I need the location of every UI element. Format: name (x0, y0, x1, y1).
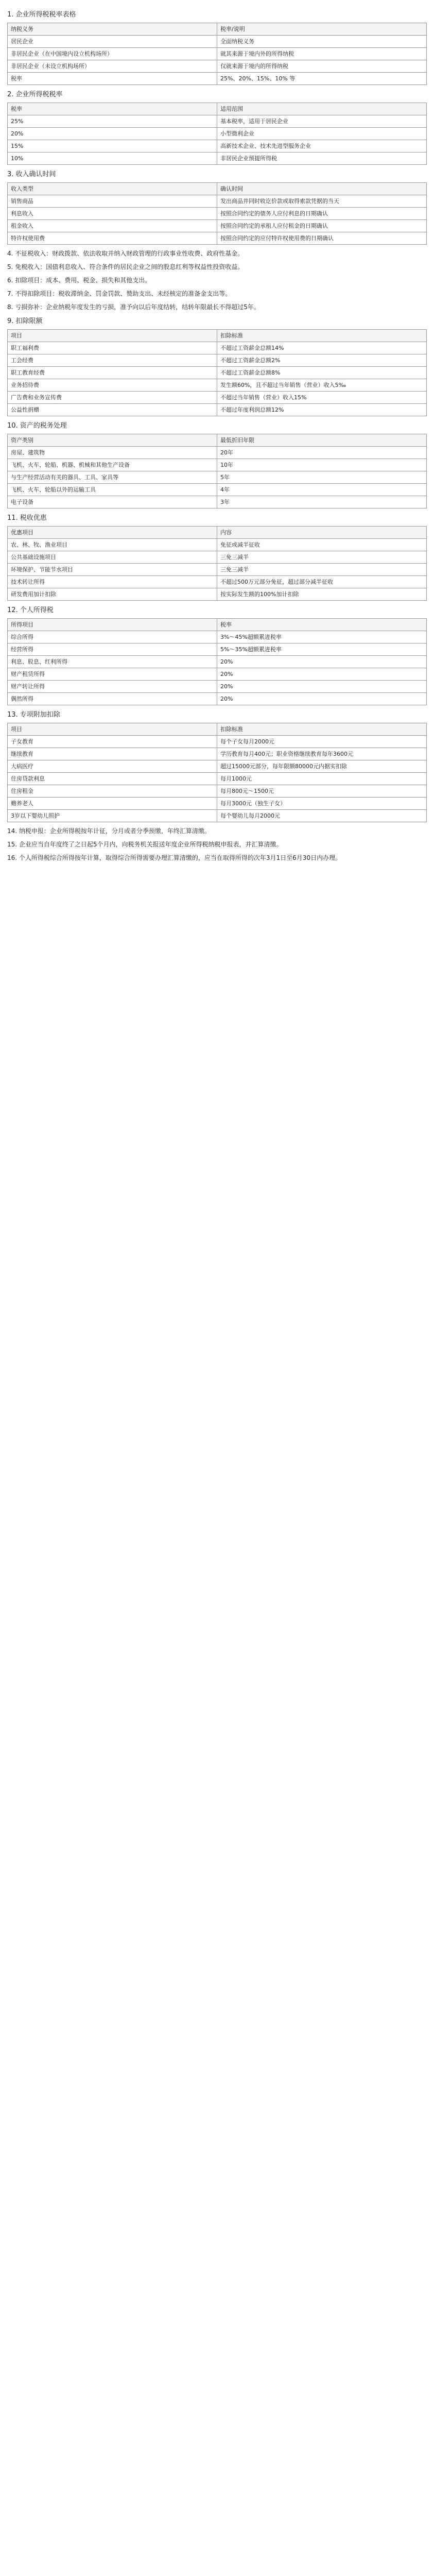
table-cell: 4年 (217, 484, 427, 496)
table-row (8, 195, 427, 208)
table-row (8, 36, 427, 48)
table-row (8, 496, 427, 509)
table-row (8, 576, 427, 588)
table-cell: 不超过年度利润总额12% (217, 404, 427, 416)
table-4-header-0: 项目 (8, 330, 217, 342)
table-cell: 非居民企业（未设立机构场所） (8, 60, 217, 73)
table-8 (7, 723, 427, 822)
table-row (8, 748, 427, 760)
table-cell: 5年 (217, 471, 427, 484)
table-cell: 特许权使用费 (8, 232, 217, 245)
table-cell: 农、林、牧、渔业项目 (8, 539, 217, 551)
table-cell: 综合所得 (8, 631, 217, 643)
section-title-2: 2. 企业所得税税率 (7, 91, 63, 98)
paragraph: 4. 不征税收入：财政拨款、依法收取并纳入财政管理的行政事业性收费、政府性基金。 (7, 250, 244, 257)
paragraph: 8. 亏损弥补：企业纳税年度发生的亏损，准予向以后年度结转，结转年限最长不得超过5年。 (7, 303, 260, 311)
table-cell: 高新技术企业、技术先进型服务企业 (217, 140, 427, 152)
table-4-header-1: 扣除标准 (217, 330, 427, 342)
table-row (8, 539, 427, 551)
section-title-1: 1. 企业所得税税率表格 (7, 11, 76, 19)
table-cell: 职工教育经费 (8, 367, 217, 379)
table-3 (7, 182, 427, 245)
table-cell: 税率 (8, 73, 217, 85)
table-cell: 基本税率，适用于居民企业 (217, 115, 427, 128)
table-cell: 25% (8, 115, 217, 128)
table-6 (7, 526, 427, 601)
table-row (8, 208, 427, 220)
table-cell: 非居民企业预提所得税 (217, 152, 427, 165)
table-cell: 业务招待费 (8, 379, 217, 392)
table-7-header-0: 所得项目 (8, 619, 217, 631)
table-3-header-1: 确认时间 (217, 183, 427, 195)
table-row (8, 379, 427, 392)
table-cell: 学历教育每月400元；职业资格继续教育每年3600元 (217, 748, 427, 760)
table-cell: 不超过500万元部分免征，超过部分减半征收 (217, 576, 427, 588)
table-cell: 仅就来源于境内的所得纳税 (217, 60, 427, 73)
table-cell: 10% (8, 152, 217, 165)
table-cell: 销售商品 (8, 195, 217, 208)
table-row (8, 551, 427, 564)
table-cell: 免征或减半征收 (217, 539, 427, 551)
table-cell: 财产转让所得 (8, 681, 217, 693)
table-cell: 不超过当年销售（营业）收入15% (217, 392, 427, 404)
table-cell: 每月3000元（独生子女） (217, 798, 427, 810)
table-row (8, 656, 427, 668)
table-cell: 经营所得 (8, 643, 217, 656)
table-row (8, 115, 427, 128)
table-cell: 不超过工资薪金总额2% (217, 354, 427, 367)
table-cell: 全面纳税义务 (217, 36, 427, 48)
table-3-header-0: 收入类型 (8, 183, 217, 195)
table-cell: 不超过工资薪金总额8% (217, 367, 427, 379)
table-cell: 职工福利费 (8, 342, 217, 354)
table-7 (7, 618, 427, 705)
table-row (8, 484, 427, 496)
table-cell: 飞机、火车、轮船、机器、机械和其他生产设备 (8, 459, 217, 471)
table-row (8, 471, 427, 484)
table-row (8, 152, 427, 165)
table-cell: 大病医疗 (8, 760, 217, 773)
table-cell: 小型微利企业 (217, 128, 427, 140)
table-cell: 房屋、建筑物 (8, 447, 217, 459)
table-cell: 利息、股息、红利所得 (8, 656, 217, 668)
table-cell: 三免三减半 (217, 564, 427, 576)
table-cell: 公益性捐赠 (8, 404, 217, 416)
table-row (8, 392, 427, 404)
table-cell: 每个婴幼儿每月2000元 (217, 810, 427, 822)
table-cell: 25%、20%、15%、10% 等 (217, 73, 427, 85)
table-6-header-1: 内容 (217, 527, 427, 539)
table-cell: 20年 (217, 447, 427, 459)
paragraph: 5. 免税收入：国债利息收入、符合条件的居民企业之间的股息红利等权益性投资收益。 (7, 263, 244, 270)
table-cell: 住房贷款利息 (8, 773, 217, 785)
table-row (8, 643, 427, 656)
table-2 (7, 103, 427, 165)
table-cell: 按实际发生额的100%加计扣除 (217, 588, 427, 601)
table-cell: 不超过工资薪金总额14% (217, 342, 427, 354)
table-cell: 发生额60%，且不超过当年销售（营业）收入5‰ (217, 379, 427, 392)
content (0, 0, 434, 862)
table-cell: 5%～35%超额累进税率 (217, 643, 427, 656)
table-cell: 10年 (217, 459, 427, 471)
table-cell: 研发费用加计扣除 (8, 588, 217, 601)
table-cell: 飞机、火车、轮船以外的运输工具 (8, 484, 217, 496)
table-cell: 就其来源于境内外的所得纳税 (217, 48, 427, 60)
table-row (8, 60, 427, 73)
table-row (8, 668, 427, 681)
table-cell: 偶然所得 (8, 693, 217, 705)
table-cell: 公共基础设施项目 (8, 551, 217, 564)
table-cell: 20% (217, 668, 427, 681)
table-1 (7, 23, 427, 85)
table-cell: 超过15000元部分，每年限额80000元内据实扣除 (217, 760, 427, 773)
table-cell: 电子设备 (8, 496, 217, 509)
table-cell: 赡养老人 (8, 798, 217, 810)
table-cell: 广告费和业务宣传费 (8, 392, 217, 404)
table-5-header-1: 最低折旧年限 (217, 434, 427, 447)
table-row (8, 693, 427, 705)
table-cell: 20% (8, 128, 217, 140)
table-row (8, 785, 427, 798)
table-row (8, 773, 427, 785)
table-4 (7, 329, 427, 416)
table-cell: 每个子女每月2000元 (217, 736, 427, 748)
table-row (8, 631, 427, 643)
table-5 (7, 434, 427, 509)
table-2-header-0: 税率 (8, 103, 217, 115)
paragraph: 7. 不得扣除项目：税收滞纳金、罚金罚款、赞助支出、未经核定的准备金支出等。 (7, 290, 232, 297)
table-row (8, 220, 427, 232)
table-cell: 3年 (217, 496, 427, 509)
table-row (8, 564, 427, 576)
table-cell: 20% (217, 681, 427, 693)
table-cell: 住房租金 (8, 785, 217, 798)
table-cell: 非居民企业（在中国境内设立机构场所） (8, 48, 217, 60)
table-row (8, 736, 427, 748)
table-1-header-0: 纳税义务 (8, 23, 217, 36)
table-row (8, 798, 427, 810)
section-title-3: 3. 收入确认时间 (7, 171, 56, 178)
table-row (8, 342, 427, 354)
table-row (8, 128, 427, 140)
section-title-8: 13. 专项附加扣除 (7, 711, 60, 719)
table-cell: 每月800元～1500元 (217, 785, 427, 798)
table-cell: 按照合同约定的应付特许权使用费的日期确认 (217, 232, 427, 245)
table-5-header-0: 资产类别 (8, 434, 217, 447)
table-row (8, 447, 427, 459)
table-cell: 子女教育 (8, 736, 217, 748)
table-row (8, 760, 427, 773)
table-cell: 3岁以下婴幼儿照护 (8, 810, 217, 822)
paragraph: 16. 个人所得税综合所得按年计算，取得综合所得需要办理汇算清缴的，应当在取得所得的次年3月1日至6月30日内办理。 (7, 854, 342, 861)
table-cell: 利息收入 (8, 208, 217, 220)
table-row (8, 588, 427, 601)
table-2-header-1: 适用范围 (217, 103, 427, 115)
section-title-6: 11. 税收优惠 (7, 514, 47, 522)
table-cell: 发出商品并同时收讫价款或取得索款凭据的当天 (217, 195, 427, 208)
paragraph: 14. 纳税申报：企业所得税按年计征，分月或者分季预缴，年终汇算清缴。 (7, 827, 211, 835)
table-cell: 财产租赁所得 (8, 668, 217, 681)
table-cell: 继续教育 (8, 748, 217, 760)
table-cell: 环境保护、节能节水项目 (8, 564, 217, 576)
table-row (8, 404, 427, 416)
paragraph: 6. 扣除项目：成本、费用、税金、损失和其他支出。 (7, 277, 151, 284)
table-cell: 三免三减半 (217, 551, 427, 564)
section-title-7: 12. 个人所得税 (7, 606, 54, 614)
table-cell: 技术转让所得 (8, 576, 217, 588)
section-title-5: 10. 资产的税务处理 (7, 422, 67, 430)
table-6-header-0: 优惠项目 (8, 527, 217, 539)
table-row (8, 232, 427, 245)
table-cell: 20% (217, 656, 427, 668)
table-cell: 按照合同约定的债务人应付利息的日期确认 (217, 208, 427, 220)
table-cell: 15% (8, 140, 217, 152)
table-cell: 租金收入 (8, 220, 217, 232)
table-7-header-1: 税率 (217, 619, 427, 631)
table-cell: 3%～45%超额累进税率 (217, 631, 427, 643)
table-cell: 每月1000元 (217, 773, 427, 785)
table-cell: 工会经费 (8, 354, 217, 367)
table-row (8, 367, 427, 379)
table-row (8, 459, 427, 471)
table-row (8, 140, 427, 152)
table-cell: 20% (217, 693, 427, 705)
table-8-header-1: 扣除标准 (217, 723, 427, 736)
table-1-header-1: 税率/说明 (217, 23, 427, 36)
table-8-header-0: 项目 (8, 723, 217, 736)
section-title-4: 9. 扣除限额 (7, 317, 43, 325)
paragraph: 15. 企业应当自年度终了之日起5个月内，向税务机关报送年度企业所得税纳税申报表，并汇算清缴。 (7, 841, 283, 848)
table-row (8, 810, 427, 822)
table-cell: 与生产经营活动有关的器具、工具、家具等 (8, 471, 217, 484)
table-cell: 按照合同约定的承租人应付租金的日期确认 (217, 220, 427, 232)
table-row (8, 354, 427, 367)
table-row (8, 681, 427, 693)
table-row (8, 73, 427, 85)
table-cell: 居民企业 (8, 36, 217, 48)
table-row (8, 48, 427, 60)
